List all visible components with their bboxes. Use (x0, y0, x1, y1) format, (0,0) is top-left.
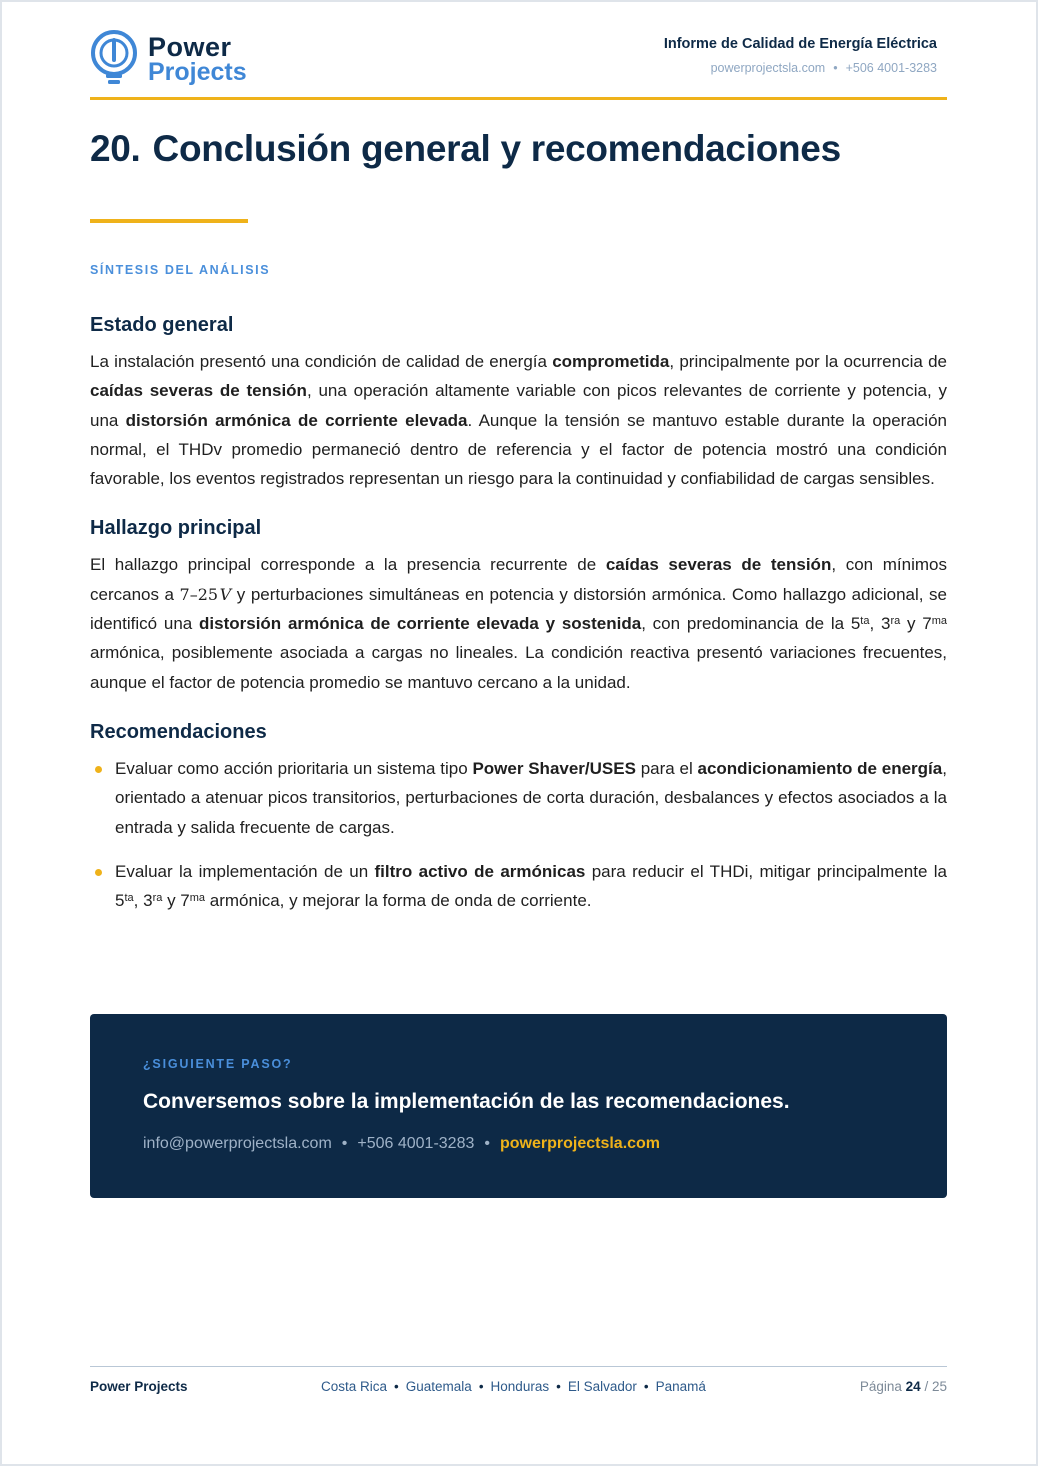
text-run: , 3 (133, 891, 153, 911)
text-run: . Aunque la tensión se mantuvo estable durante la operación normal, el THDv promedio permaneció dentro de referencia y el factor de potencia mostró una condición favorable, los eventos registrados representan un riesgo para la continuidad y confiabilidad de cargas sensibles. (90, 410, 947, 489)
cta-heading: Conversemos sobre la implementación de las recomendaciones. (143, 1090, 790, 1113)
footer-brand: Power Projects (90, 1379, 188, 1394)
superscript: ma (931, 614, 948, 627)
text-run: Evaluar como acción prioritaria un sistema tipo (115, 758, 473, 778)
page-divider: / (924, 1379, 929, 1394)
section-eyebrow: SÍNTESIS DEL ANÁLISIS (90, 263, 271, 277)
bullet-dot-icon (95, 766, 102, 773)
section-title: Conclusión general y recomendaciones (152, 128, 841, 169)
superscript: ma (189, 891, 206, 904)
page-current: 24 (905, 1379, 921, 1394)
bullet-dot-icon (95, 869, 102, 876)
math-range: 7–25 (179, 584, 219, 604)
text-run: para reducir el THDi, mitigar principalmente la 5 (115, 861, 947, 911)
text-run: , con mínimos cercanos a (90, 555, 947, 604)
text-run: El hallazgo principal corresponde a la presencia recurrente de (90, 555, 606, 575)
separator: • (394, 1379, 399, 1394)
page-number (860, 1379, 947, 1394)
hallazgo-heading: Hallazgo principal (90, 517, 262, 540)
superscript: ra (890, 614, 901, 627)
bold-run: distorsión armónica de corriente elevada y sostenida (199, 614, 642, 634)
bold-run: caídas severas de tensión (605, 555, 832, 575)
country-item: Honduras (490, 1379, 550, 1394)
header-website-link[interactable]: powerprojectsla.com (710, 61, 826, 75)
page-header (90, 28, 947, 100)
superscript: ra (152, 891, 163, 904)
logo-word-power: Power (148, 32, 232, 62)
text-run: y 7 (162, 891, 190, 911)
report-title: Informe de Calidad de Energía Eléctrica (663, 36, 937, 52)
separator: • (478, 1379, 484, 1394)
text-run: armónica, posiblemente asociada a cargas no lineales. La condición reactiva presentó variaciones frecuentes, aunque el factor de potencia promedio se mantuvo cercano a la unidad. (90, 643, 947, 692)
list-item (90, 754, 947, 842)
bold-run: distorsión armónica de corriente elevada (125, 410, 468, 430)
recommendations-list (90, 754, 947, 915)
list-item (90, 857, 947, 916)
math-unit: V (219, 584, 232, 604)
lightbulb-icon (90, 30, 142, 86)
header-info (664, 36, 937, 75)
recommendation-text (115, 754, 947, 842)
footer-divider (90, 1366, 947, 1367)
bold-run: Power Shaver/USES (472, 758, 636, 778)
text-run: y perturbaciones simultáneas en potencia y distorsión armónica. Como hallazgo adicional, se identificó una (90, 584, 947, 634)
text-run: , con predominancia de la 5 (641, 614, 861, 634)
separator: • (643, 1379, 649, 1394)
cta-website-link[interactable]: powerprojectsla.com (499, 1135, 661, 1152)
cta-box (90, 1014, 947, 1198)
country-item: Panamá (655, 1379, 706, 1394)
text-run: , una operación altamente variable con picos relevantes de corriente y potencia, y una (90, 381, 947, 430)
section-number: 20. (90, 128, 141, 169)
bold-run: acondicionamiento de energía (697, 758, 943, 778)
country-item: El Salvador (567, 1379, 637, 1394)
text-run: y 7 (900, 614, 932, 634)
text-run: Evaluar la implementación de un (115, 861, 375, 881)
cta-phone: +506 4001-3283 (357, 1135, 475, 1152)
text-run: La instalación presentó una condición de calidad de energía (90, 352, 553, 371)
main-content (90, 314, 947, 939)
voltage-range-math (180, 585, 232, 604)
text-run: armónica, y mejorar la forma de onda de corriente. (205, 891, 592, 911)
hallazgo-section (90, 517, 947, 696)
estado-general-section (90, 314, 947, 493)
footer-countries (321, 1379, 706, 1394)
recomendaciones-heading: Recomendaciones (90, 720, 267, 743)
page-label: Página (859, 1379, 902, 1394)
cta-eyebrow: ¿SIGUIENTE PASO? (143, 1057, 293, 1071)
recommendation-text (115, 857, 947, 916)
header-contact (664, 61, 937, 75)
separator: • (341, 1135, 348, 1152)
estado-general-paragraph (90, 347, 947, 493)
company-logo (90, 28, 260, 88)
estado-general-heading: Estado general (90, 314, 234, 336)
text-run: , orientado a atenuar picos transitorios, perturbaciones de corta duración, desbalances y efectos asociados a la entrada y salida frecuente de cargas. (115, 758, 947, 837)
country-item: Costa Rica (321, 1379, 388, 1394)
logo-word-projects: Projects (148, 58, 247, 86)
title-underline (90, 219, 248, 223)
text-run: , principalmente por la ocurrencia de (669, 352, 947, 371)
cta-email-link[interactable]: info@powerprojectsla.com (143, 1135, 332, 1152)
hallazgo-paragraph (90, 550, 947, 696)
bold-run: comprometida (552, 352, 670, 371)
superscript: ta (860, 614, 870, 627)
header-phone: +506 4001-3283 (845, 61, 937, 75)
separator: • (484, 1135, 490, 1152)
page-footer (90, 1379, 947, 1399)
page-total: 25 (931, 1379, 947, 1394)
separator: • (833, 61, 838, 75)
bold-run: caídas severas de tensión (90, 381, 307, 401)
recomendaciones-section (90, 721, 947, 915)
text-run: para el (635, 758, 698, 778)
header-divider (90, 97, 947, 100)
separator: • (556, 1379, 561, 1394)
country-item: Guatemala (405, 1379, 472, 1394)
superscript: ta (124, 891, 134, 904)
page-title (90, 128, 841, 170)
text-run: , 3 (869, 614, 891, 634)
cta-contact (143, 1135, 660, 1153)
bold-run: filtro activo de armónicas (374, 861, 586, 881)
